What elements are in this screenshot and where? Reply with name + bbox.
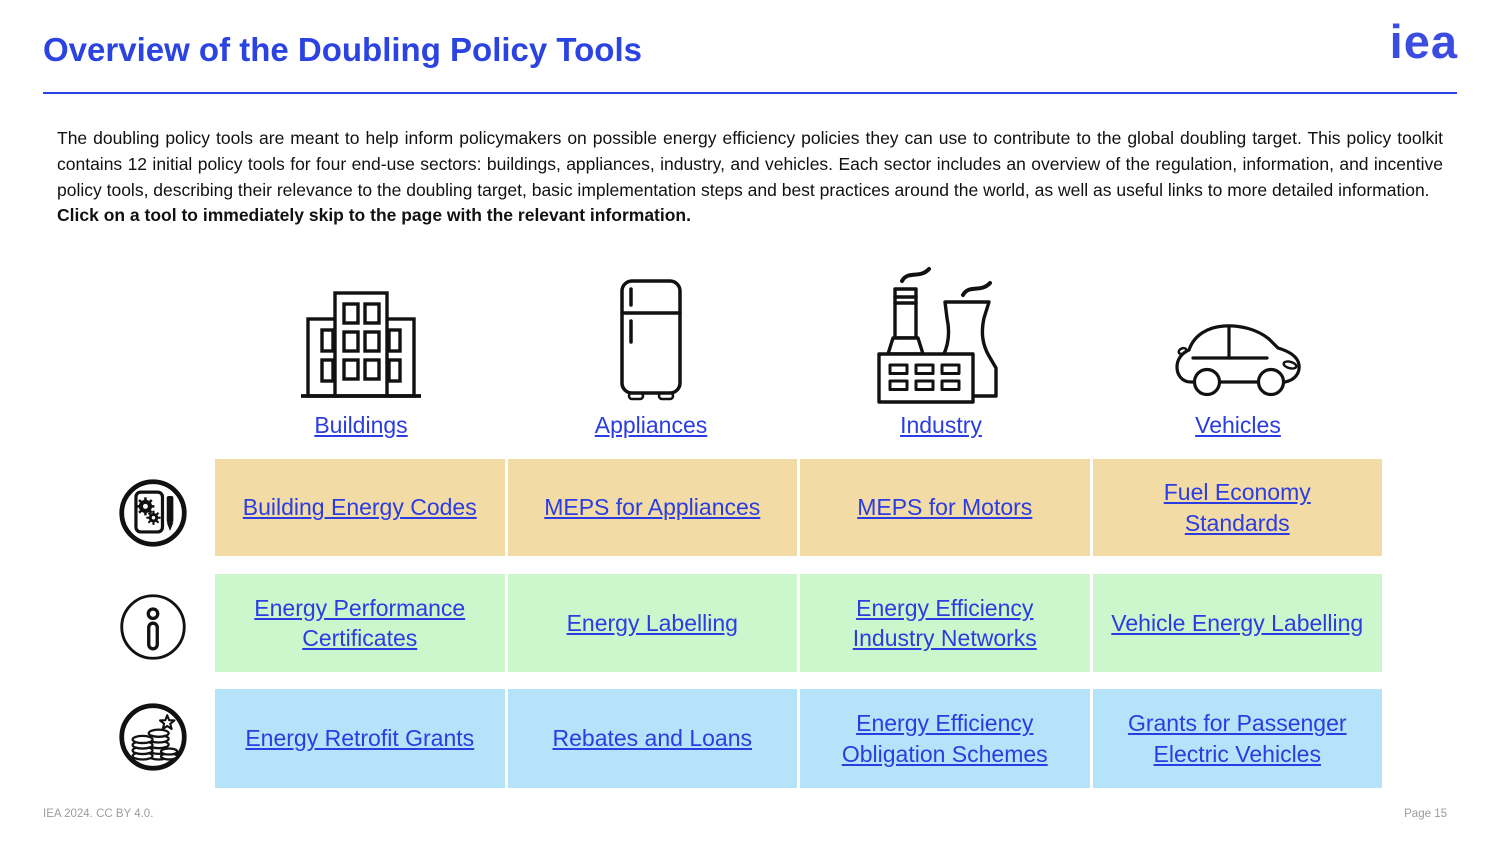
tool-link-fuel-economy-standards[interactable]: Fuel Economy Standards (1163, 479, 1311, 536)
cta-text: Click on a tool to immediately skip to the page with the relevant information. (57, 205, 691, 226)
tool-cell (800, 574, 1090, 672)
tool-link-meps-for-appliances[interactable]: MEPS for Appliances (544, 494, 761, 521)
intro-block (57, 126, 1443, 229)
tool-cell (1093, 574, 1383, 672)
sector-industry (830, 256, 1052, 439)
tool-cell (508, 689, 798, 788)
tool-link-grants-for-passenger-electric-vehicles[interactable]: Grants for Passenger Electric Vehicles (1127, 710, 1347, 767)
iea-logo: iea (1389, 15, 1458, 68)
tool-cell (800, 689, 1090, 788)
tool-link-building-energy-codes[interactable]: Building Energy Codes (242, 494, 477, 521)
tool-link-vehicle-energy-labelling[interactable]: Vehicle Energy Labelling (1111, 609, 1364, 636)
tool-cell (1093, 689, 1383, 788)
tool-cell (800, 459, 1090, 556)
car-icon[interactable] (1172, 256, 1304, 404)
tool-cell (508, 459, 798, 556)
coins-star-icon (117, 701, 189, 773)
tool-link-energy-retrofit-grants[interactable]: Energy Retrofit Grants (245, 725, 475, 752)
tool-link-energy-performance-certificates[interactable]: Energy Performance Certificates (254, 594, 466, 651)
sector-link-appliances[interactable]: Appliances (594, 412, 708, 438)
tool-link-energy-labelling[interactable]: Energy Labelling (566, 609, 738, 636)
tool-row-regulation (215, 459, 1382, 556)
sector-vehicles (1127, 256, 1349, 439)
tool-cell (215, 689, 505, 788)
copyright-text: IEA 2024. CC BY 4.0. (43, 808, 154, 820)
tool-link-meps-for-motors[interactable]: MEPS for Motors (857, 494, 1033, 521)
tool-cell (215, 459, 505, 556)
page-title: Overview of the Doubling Policy Tools (43, 31, 642, 68)
tool-row-incentive (215, 689, 1382, 788)
factory-icon[interactable] (877, 256, 1005, 404)
refrigerator-icon[interactable] (618, 256, 684, 404)
tool-cell (1093, 459, 1383, 556)
tool-cell (508, 574, 798, 672)
intro-paragraph: The doubling policy tools are meant to help inform policymakers on possible energy efficiency policies they can use to contribute to the global doubling target. This policy toolkit contains 12 initial policy tools for four end-use sectors: buildings, appliances, industry, and vehicles. Each sector includes an overview of the regulation, information, and incentive policy tools, describing their relevance to the doubling target, basic implementation steps and best practices around the world, as well as useful links to more detailed information. (57, 128, 1443, 200)
tool-cell (215, 574, 505, 672)
sector-link-buildings[interactable]: Buildings (314, 412, 408, 438)
tool-link-rebates-and-loans[interactable]: Rebates and Loans (552, 725, 752, 752)
tool-link-energy-efficiency-industry-networks[interactable]: Energy Efficiency Industry Networks (852, 594, 1037, 651)
title-divider (43, 92, 1457, 94)
sector-link-vehicles[interactable]: Vehicles (1195, 412, 1281, 438)
sector-link-industry[interactable]: Industry (900, 412, 982, 438)
info-icon (117, 591, 189, 663)
tool-link-energy-efficiency-obligation-schemes[interactable]: Energy Efficiency Obligation Schemes (841, 710, 1048, 767)
page-number: Page 15 (1404, 808, 1447, 820)
document-gears-pencil-icon (117, 477, 189, 549)
tool-row-information (215, 574, 1382, 672)
building-icon[interactable] (299, 256, 423, 404)
sector-buildings (250, 256, 472, 439)
sector-appliances (540, 256, 762, 439)
